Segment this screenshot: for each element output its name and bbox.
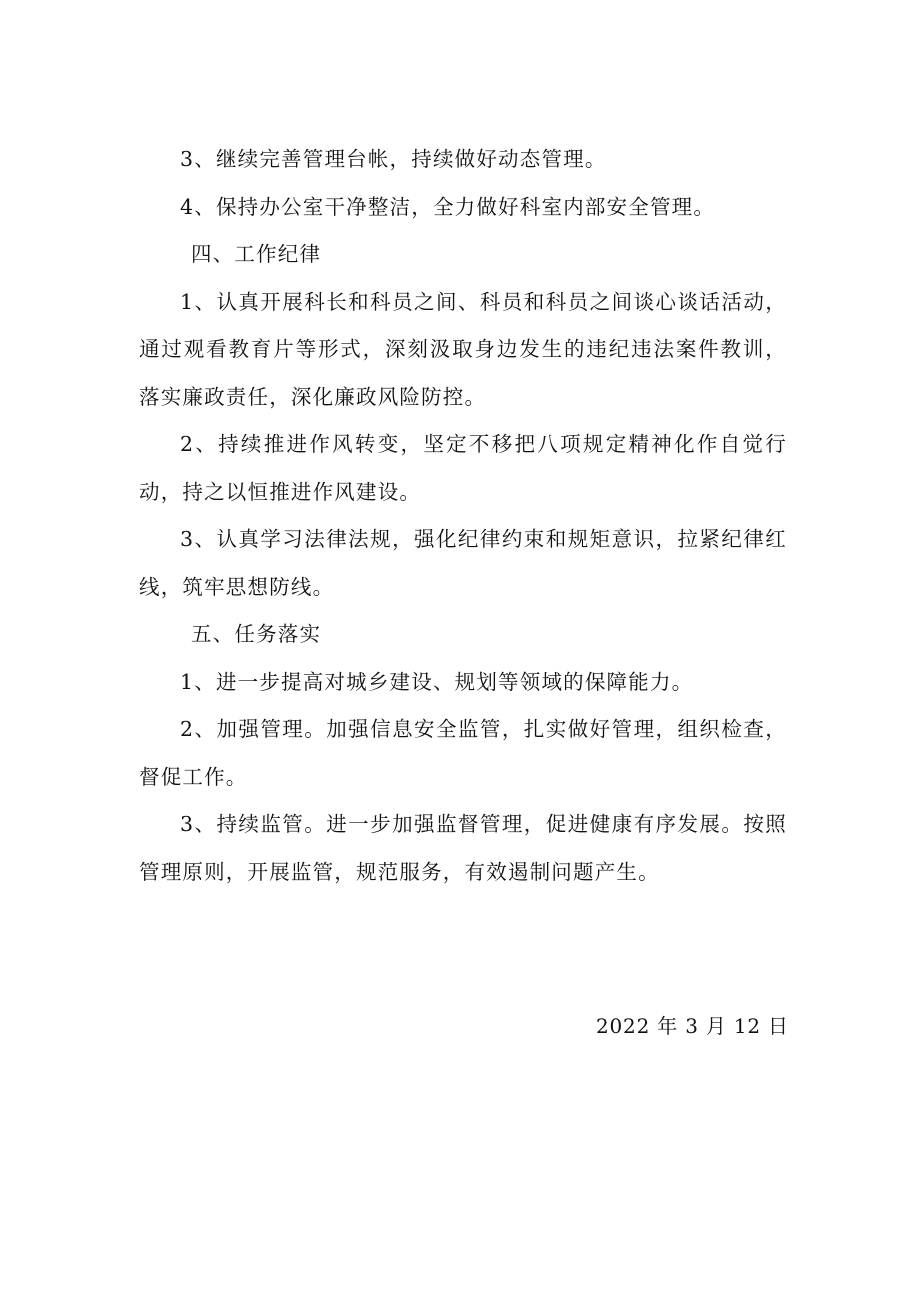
paragraph-item-4-office-safety: 4、保持办公室干净整洁，全力做好科室内部安全管理。 [180,194,716,219]
document-body [139,136,787,896]
section-heading-work-discipline: 四、工作纪律 [191,242,322,266]
paragraph-task-2: 2、加强管理。加强信息安全监管，扎实做好管理，组织检查，督促工作。 [139,717,787,789]
paragraph-task-3: 3、持续监管。进一步加强监督管理，促进健康有序发展。按照管理原则，开展监管，规范服务，有效遏制问题产生。 [139,812,787,884]
paragraph-item-3-ledger: 3、继续完善管理台帐，持续做好动态管理。 [180,147,607,171]
paragraph-discipline-3: 3、认真学习法律法规，强化纪律约束和规矩意识，拉紧纪律红线，筑牢思想防线。 [139,527,787,599]
paragraph-task-1: 1、进一步提高对城乡建设、规划等领域的保障能力。 [180,669,694,694]
paragraph-discipline-1: 1、认真开展科长和科员之间、科员和科员之间谈心谈话活动，通过观看教育片等形式，深刻汲取身边发生的违纪违法案件教训，落实廉政责任，深化廉政风险防控。 [139,289,787,409]
document-date: 2022 年 3 月 12 日 [596,1014,789,1038]
paragraph-discipline-2: 2、持续推进作风转变，坚定不移把八项规定精神化作自觉行动，持之以恒推进作风建设。 [139,432,787,504]
section-heading-task-implementation: 五、任务落实 [191,622,322,646]
